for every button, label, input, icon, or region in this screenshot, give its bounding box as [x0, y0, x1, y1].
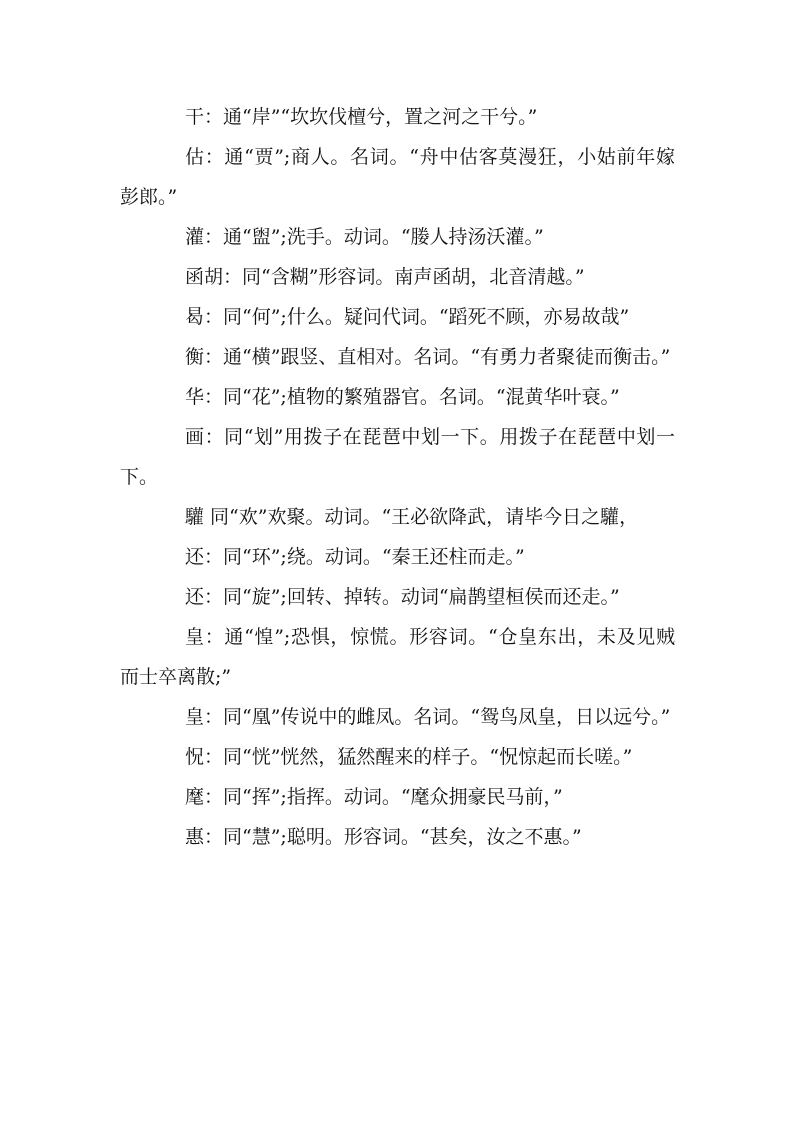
glossary-entry-huang-phoenix: 皇：同“凰”传说中的雌凤。名词。“鸳鸟凤皇，日以远兮。”	[185, 706, 671, 728]
glossary-entry-huan-turn: 还：同“旋”;回转、掉转。动词“扁鹊望桓侯而还走。”	[185, 586, 620, 608]
glossary-entry-hua-stroke: 画：同“划”用拨子在琵琶中划一下。用拨子在琵琶中划一下。	[120, 426, 675, 488]
glossary-entry-huan-surround: 还：同“环”;绕。动词。“秦王还柱而走。”	[185, 546, 525, 568]
glossary-entry-huan-joy: 驩 同“欢”欢聚。动词。“王必欲降武，请毕今日之驩，	[185, 506, 639, 528]
glossary-entry-hua-flower: 华：同“花”;植物的繁殖器官。名词。“混黄华叶衰。”	[185, 386, 620, 408]
glossary-entry-hui-command: 麾：同“挥”;指挥。动词。“麾众拥豪民马前，”	[185, 786, 563, 808]
glossary-entry-huang-sudden: 怳：同“恍”恍然，猛然醒来的样子。“怳惊起而长嗟。”	[185, 746, 633, 768]
glossary-entry-huang-fear: 皇：通“惶”;恐惧，惊慌。形容词。“仓皇东出，未及见贼而士卒离散;”	[120, 626, 675, 688]
glossary-entry-hui-wise: 惠：同“慧”;聪明。形容词。“甚矣，汝之不惠。”	[185, 826, 582, 848]
glossary-entry-gu: 估：通“贾”;商人。名词。“舟中估客莫漫狂，小姑前年嫁彭郎。”	[120, 146, 675, 208]
glossary-entry-he: 曷：同“何”;什么。疑问代词。“蹈死不顾，亦易故哉”	[185, 306, 630, 328]
glossary-entry-heng: 衡：通“横”跟竖、直相对。名词。“有勇力者聚徒而衡击。”	[185, 346, 671, 368]
glossary-entry-hanhu: 函胡：同“含糊”形容词。南声函胡，北音清越。”	[185, 266, 585, 288]
glossary-list	[120, 97, 675, 857]
glossary-entry-guan: 灌：通“盥”;洗手。动词。“媵人持汤沃灌。”	[185, 226, 544, 248]
glossary-entry-gan: 干：通“岸”“坎坎伐檀兮，置之河之干兮。”	[185, 106, 538, 128]
